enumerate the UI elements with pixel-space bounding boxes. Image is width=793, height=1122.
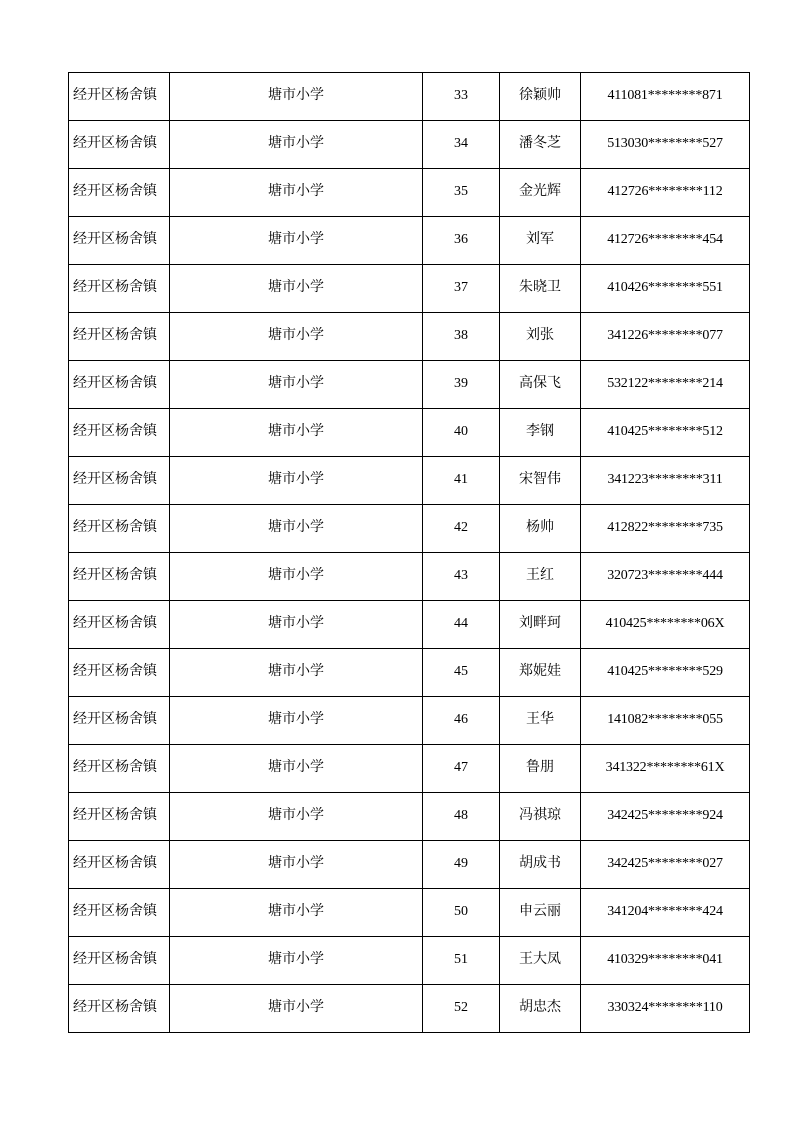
table-row	[69, 73, 750, 121]
cell-school: 塘市小学	[170, 985, 423, 1033]
cell-id-number: 341226********077	[581, 313, 750, 361]
cell-name: 杨帅	[500, 505, 581, 553]
cell-school: 塘市小学	[170, 409, 423, 457]
cell-id-number: 341223********311	[581, 457, 750, 505]
cell-id-number: 410425********529	[581, 649, 750, 697]
cell-town: 经开区杨舍镇	[69, 889, 170, 937]
cell-index: 51	[423, 937, 500, 985]
cell-index: 36	[423, 217, 500, 265]
cell-town: 经开区杨舍镇	[69, 313, 170, 361]
cell-index: 34	[423, 121, 500, 169]
table-row	[69, 697, 750, 745]
cell-name: 王华	[500, 697, 581, 745]
table-row	[69, 553, 750, 601]
roster-table-body	[69, 73, 750, 1033]
cell-school: 塘市小学	[170, 169, 423, 217]
cell-id-number: 412726********454	[581, 217, 750, 265]
cell-school: 塘市小学	[170, 505, 423, 553]
cell-name: 鲁朋	[500, 745, 581, 793]
cell-index: 33	[423, 73, 500, 121]
cell-town: 经开区杨舍镇	[69, 505, 170, 553]
cell-school: 塘市小学	[170, 841, 423, 889]
table-row	[69, 985, 750, 1033]
cell-index: 43	[423, 553, 500, 601]
cell-town: 经开区杨舍镇	[69, 649, 170, 697]
table-row	[69, 217, 750, 265]
cell-id-number: 330324********110	[581, 985, 750, 1033]
table-row	[69, 937, 750, 985]
cell-index: 42	[423, 505, 500, 553]
cell-town: 经开区杨舍镇	[69, 361, 170, 409]
cell-school: 塘市小学	[170, 889, 423, 937]
cell-town: 经开区杨舍镇	[69, 121, 170, 169]
cell-index: 41	[423, 457, 500, 505]
cell-town: 经开区杨舍镇	[69, 265, 170, 313]
cell-index: 38	[423, 313, 500, 361]
table-row	[69, 889, 750, 937]
cell-school: 塘市小学	[170, 73, 423, 121]
cell-school: 塘市小学	[170, 937, 423, 985]
cell-id-number: 410329********041	[581, 937, 750, 985]
cell-town: 经开区杨舍镇	[69, 985, 170, 1033]
cell-school: 塘市小学	[170, 457, 423, 505]
cell-school: 塘市小学	[170, 217, 423, 265]
cell-name: 刘畔珂	[500, 601, 581, 649]
cell-name: 金光辉	[500, 169, 581, 217]
cell-town: 经开区杨舍镇	[69, 745, 170, 793]
cell-town: 经开区杨舍镇	[69, 457, 170, 505]
cell-index: 44	[423, 601, 500, 649]
cell-name: 申云丽	[500, 889, 581, 937]
cell-name: 宋智伟	[500, 457, 581, 505]
cell-index: 39	[423, 361, 500, 409]
cell-index: 46	[423, 697, 500, 745]
cell-town: 经开区杨舍镇	[69, 169, 170, 217]
cell-school: 塘市小学	[170, 745, 423, 793]
cell-name: 徐颖帅	[500, 73, 581, 121]
cell-id-number: 141082********055	[581, 697, 750, 745]
cell-id-number: 411081********871	[581, 73, 750, 121]
cell-index: 49	[423, 841, 500, 889]
cell-school: 塘市小学	[170, 361, 423, 409]
cell-id-number: 412822********735	[581, 505, 750, 553]
cell-town: 经开区杨舍镇	[69, 697, 170, 745]
cell-name: 刘军	[500, 217, 581, 265]
cell-town: 经开区杨舍镇	[69, 937, 170, 985]
cell-index: 40	[423, 409, 500, 457]
cell-id-number: 342425********924	[581, 793, 750, 841]
cell-id-number: 410426********551	[581, 265, 750, 313]
cell-town: 经开区杨舍镇	[69, 841, 170, 889]
table-row	[69, 505, 750, 553]
cell-name: 王红	[500, 553, 581, 601]
cell-name: 潘冬芝	[500, 121, 581, 169]
cell-index: 47	[423, 745, 500, 793]
roster-table	[68, 72, 750, 1033]
cell-index: 50	[423, 889, 500, 937]
table-row	[69, 121, 750, 169]
cell-id-number: 410425********06X	[581, 601, 750, 649]
cell-name: 高保飞	[500, 361, 581, 409]
cell-name: 李钢	[500, 409, 581, 457]
cell-name: 胡忠杰	[500, 985, 581, 1033]
cell-school: 塘市小学	[170, 601, 423, 649]
cell-town: 经开区杨舍镇	[69, 601, 170, 649]
table-row	[69, 169, 750, 217]
table-row	[69, 265, 750, 313]
table-row	[69, 793, 750, 841]
cell-town: 经开区杨舍镇	[69, 793, 170, 841]
cell-school: 塘市小学	[170, 313, 423, 361]
cell-name: 王大凤	[500, 937, 581, 985]
table-row	[69, 409, 750, 457]
cell-index: 52	[423, 985, 500, 1033]
cell-town: 经开区杨舍镇	[69, 553, 170, 601]
cell-id-number: 341204********424	[581, 889, 750, 937]
cell-town: 经开区杨舍镇	[69, 217, 170, 265]
cell-town: 经开区杨舍镇	[69, 73, 170, 121]
cell-id-number: 513030********527	[581, 121, 750, 169]
table-row	[69, 649, 750, 697]
cell-index: 35	[423, 169, 500, 217]
cell-school: 塘市小学	[170, 793, 423, 841]
table-row	[69, 361, 750, 409]
table-row	[69, 313, 750, 361]
cell-index: 45	[423, 649, 500, 697]
table-row	[69, 601, 750, 649]
cell-id-number: 342425********027	[581, 841, 750, 889]
cell-school: 塘市小学	[170, 121, 423, 169]
cell-school: 塘市小学	[170, 265, 423, 313]
cell-id-number: 412726********112	[581, 169, 750, 217]
cell-id-number: 410425********512	[581, 409, 750, 457]
cell-index: 48	[423, 793, 500, 841]
cell-school: 塘市小学	[170, 697, 423, 745]
cell-name: 刘张	[500, 313, 581, 361]
cell-town: 经开区杨舍镇	[69, 409, 170, 457]
cell-id-number: 320723********444	[581, 553, 750, 601]
cell-name: 朱晓卫	[500, 265, 581, 313]
table-row	[69, 745, 750, 793]
cell-school: 塘市小学	[170, 553, 423, 601]
cell-name: 胡成书	[500, 841, 581, 889]
cell-id-number: 341322********61X	[581, 745, 750, 793]
cell-name: 冯祺琼	[500, 793, 581, 841]
table-row	[69, 457, 750, 505]
table-row	[69, 841, 750, 889]
cell-name: 郑妮娃	[500, 649, 581, 697]
cell-id-number: 532122********214	[581, 361, 750, 409]
cell-school: 塘市小学	[170, 649, 423, 697]
cell-index: 37	[423, 265, 500, 313]
